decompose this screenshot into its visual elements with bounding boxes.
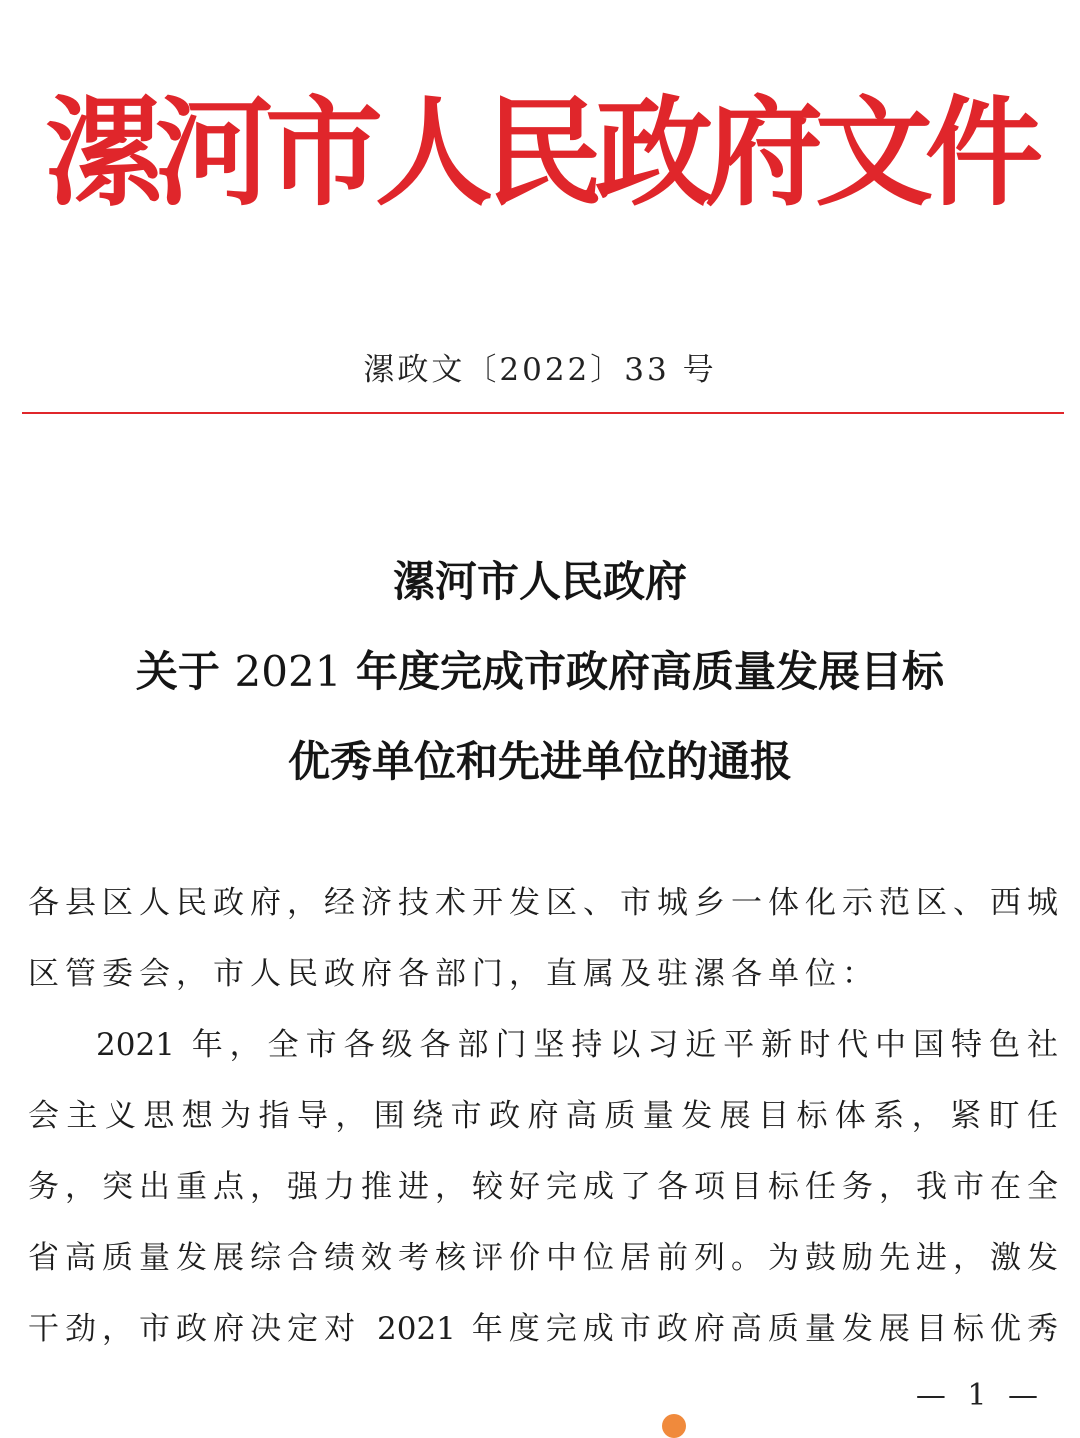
page-number: — 1 — xyxy=(915,1378,1044,1413)
body-line: 区管委会，市人民政府各部门，直属及驻漯各单位： xyxy=(28,956,879,992)
document-body xyxy=(28,868,1058,1365)
body-line: 2021 年，全市各级各部门坚持以习近平新时代中国特色社 xyxy=(96,1027,1058,1063)
body-line: 省高质量发展综合绩效考核评价中位居前列。为鼓励先进，激发 xyxy=(28,1240,1058,1276)
title-line-1: 漯河市人民政府 xyxy=(392,557,687,606)
body-line: 会主义思想为指导，围绕市政府高质量发展目标体系，紧盯任 xyxy=(28,1098,1058,1134)
orange-dot-icon xyxy=(662,1414,686,1438)
red-divider-line xyxy=(22,412,1064,414)
body-line: 干劲，市政府决定对 2021 年度完成市政府高质量发展目标优秀 xyxy=(28,1311,1058,1347)
title-line-2-year: 2021 xyxy=(234,647,342,696)
title-line-2-prefix: 关于 xyxy=(135,647,235,696)
document-number: 漯政文〔2022〕33 号 xyxy=(363,352,717,388)
document-masthead: 漯河市人民政府文件 xyxy=(44,84,1035,222)
body-line: 各县区人民政府，经济技术开发区、市城乡一体化示范区、西城 xyxy=(28,885,1058,921)
title-line-2 xyxy=(0,627,1080,717)
body-line: 务，突出重点，强力推进，较好完成了各项目标任务，我市在全 xyxy=(28,1169,1058,1205)
document-title xyxy=(0,537,1080,807)
title-line-3: 优秀单位和先进单位的通报 xyxy=(287,737,792,786)
title-line-2-suffix: 年度完成市政府高质量发展目标 xyxy=(341,647,945,696)
